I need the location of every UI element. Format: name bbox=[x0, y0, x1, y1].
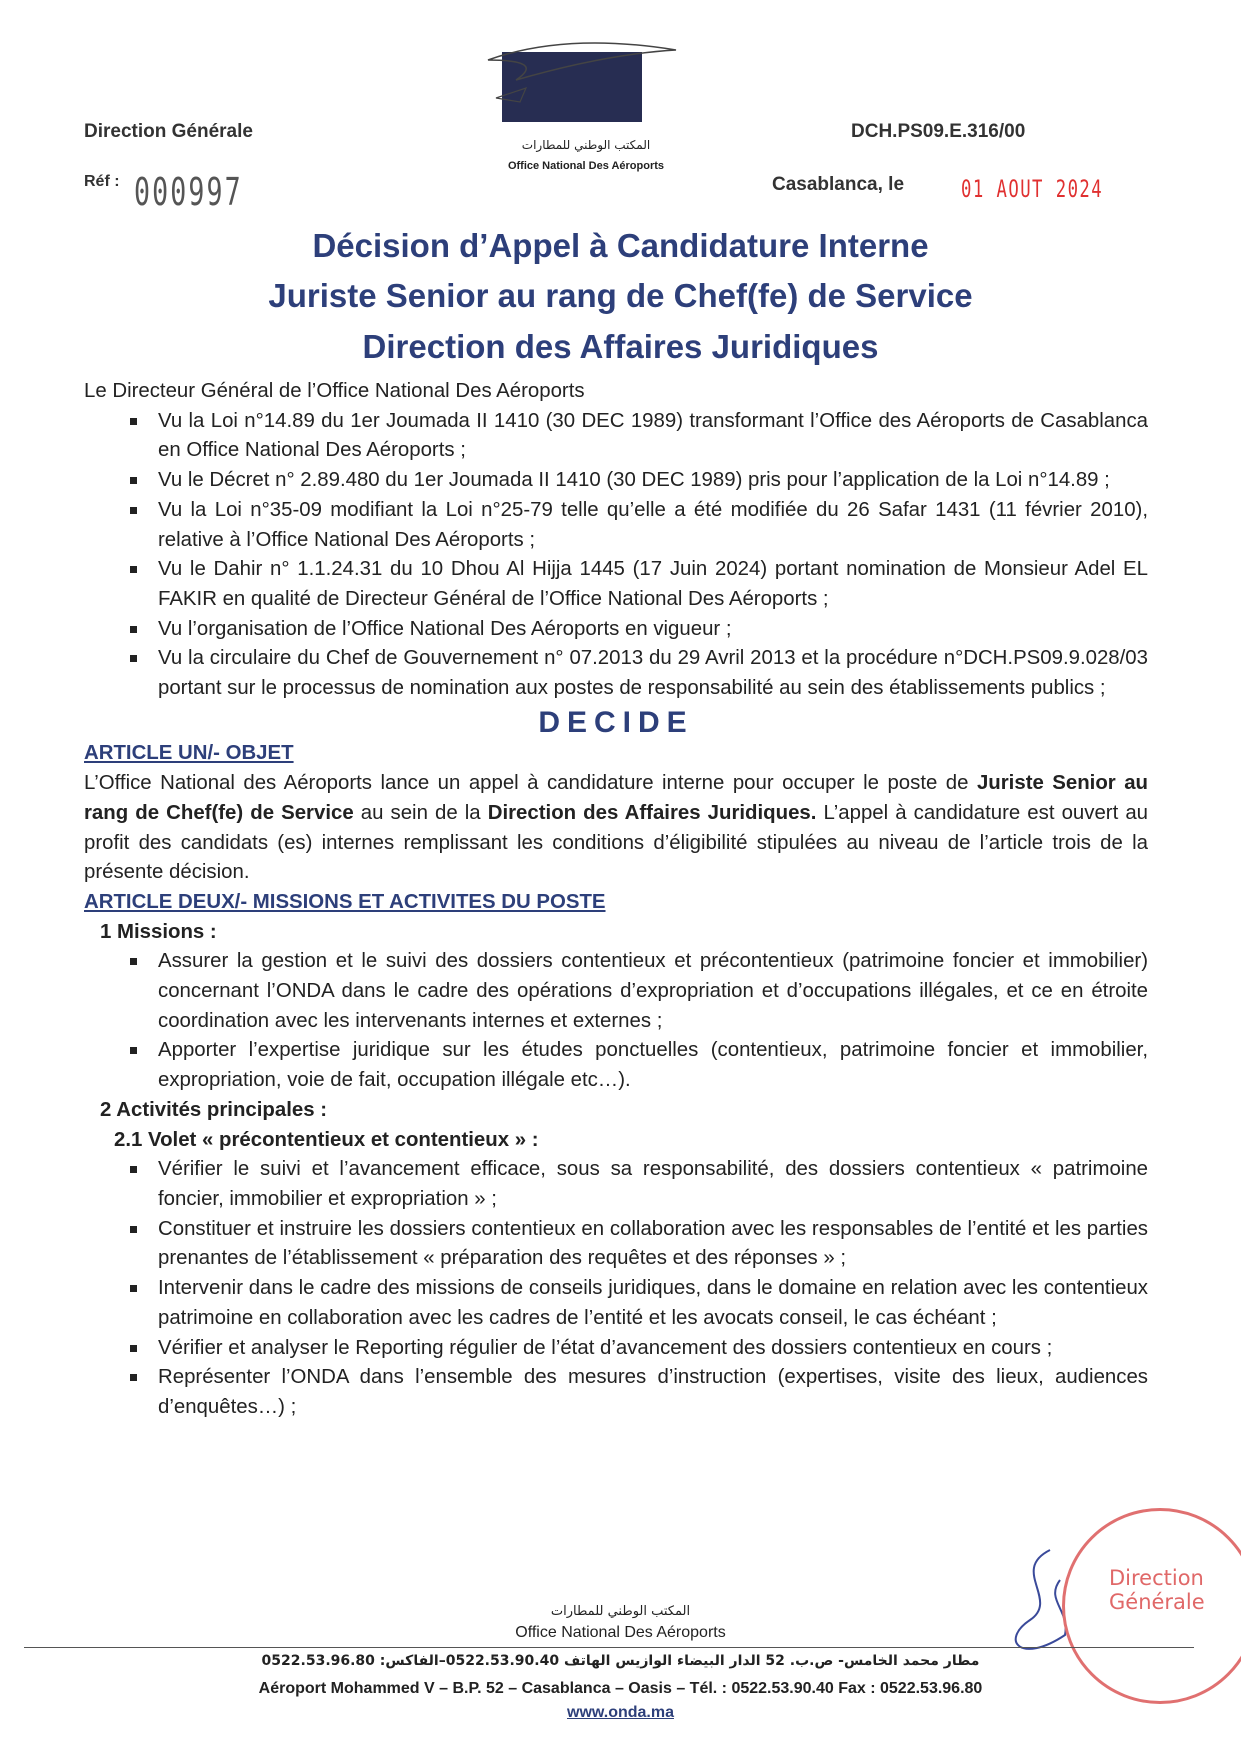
logo-arabic-text: المكتب الوطني للمطارات bbox=[521, 138, 651, 152]
document-code: DCH.PS09.E.316/00 bbox=[851, 121, 1026, 142]
article-1-heading: ARTICLE UN/- OBJET bbox=[84, 742, 294, 765]
footer-divider bbox=[24, 1647, 1194, 1648]
logo-french-text: Office National Des Aéroports bbox=[507, 160, 665, 172]
missions-title: 1 Missions : bbox=[100, 920, 217, 943]
stamp-text: Direction Générale bbox=[1109, 1566, 1205, 1614]
volet-item: Vérifier et analyser le Reporting régulier de l’état d’avancement des dossiers contentieux en cours ; bbox=[84, 1334, 1148, 1364]
vu-item: Vu la Loi n°14.89 du 1er Joumada II 1410 (30 DEC 1989) transformant l’Office des Aéroports de Casablanca en Office National Des Aéroports ; bbox=[84, 407, 1148, 466]
ref-label: Réf : bbox=[84, 173, 120, 190]
footer-website-link[interactable]: www.onda.ma bbox=[567, 1704, 674, 1721]
vu-item: Vu l’organisation de l’Office National Des Aéroports en vigueur ; bbox=[84, 615, 1148, 645]
article-1-text-part: L’Office National des Aéroports lance un appel à candidature interne pour occuper le poste de bbox=[84, 772, 977, 795]
volet-item: Intervenir dans le cadre des missions de conseils juridiques, dans le domaine en relation avec les contentieux patrimoine en collaboration avec les cadres de l’entité et les avocats conseil, le cas échéant ; bbox=[84, 1274, 1148, 1333]
vu-item: Vu le Dahir n° 1.1.24.31 du 10 Dhou Al Hijja 1445 (17 Juin 2024) portant nomination de Monsieur Adel EL FAKIR en qualité de Directeur Général de l’Office National Des Aéroports ; bbox=[84, 555, 1148, 614]
title-line-2: Juriste Senior au rang de Chef(fe) de Service bbox=[268, 277, 973, 314]
volet-item: Vérifier le suivi et l’avancement efficace, sous sa responsabilité, des dossiers contentieux « patrimoine foncier, immobilier et expropriation » ; bbox=[84, 1155, 1148, 1214]
vu-item: Vu la Loi n°35-09 modifiant la Loi n°25-79 telle qu’elle a été modifiée du 26 Safar 1431 (11 février 2010), relative à l’Office National Des Aéroports ; bbox=[84, 496, 1148, 555]
volet-item: Représenter l’ONDA dans l’ensemble des mesures d’instruction (expertises, visite des lieux, audiences d’enquêtes…) ; bbox=[84, 1363, 1148, 1422]
footer-address-french: Aéroport Mohammed V – B.P. 52 – Casablanca – Oasis – Tél. : 0522.53.90.40 Fax : 0522.53.96.80 bbox=[258, 1680, 983, 1697]
vu-list bbox=[84, 407, 1148, 704]
missions-list bbox=[84, 947, 1148, 1096]
volet-item: Constituer et instruire les dossiers contentieux en collaboration avec les responsables de l’entité et les parties prenantes de l’établissement « préparation des requêtes et des réponses » ; bbox=[84, 1215, 1148, 1274]
direction-generale-label: Direction Générale bbox=[84, 121, 253, 142]
volet-title: 2.1 Volet « précontentieux et contentieux » : bbox=[114, 1128, 539, 1151]
ref-number: 000997 bbox=[134, 170, 243, 214]
title-line-1: Décision d’Appel à Candidature Interne bbox=[312, 227, 929, 264]
activities-title: 2 Activités principales : bbox=[100, 1098, 328, 1121]
direction-bold: Direction des Affaires Juridiques. bbox=[487, 801, 817, 824]
article-1-text bbox=[84, 769, 1148, 888]
article-1-text-part: L’appel à candidature est ouvert au profit des candidats (es) internes remplissant les conditions d’éligibilité stipulées au niveau de l’article trois de la présente décision. bbox=[84, 801, 1149, 884]
decide-heading: DECIDE bbox=[538, 705, 694, 739]
vu-item: Vu le Décret n° 2.89.480 du 1er Joumada II 1410 (30 DEC 1989) pris pour l’application de la Loi n°14.89 ; bbox=[84, 466, 1148, 496]
article-2-heading: ARTICLE DEUX/- MISSIONS ET ACTIVITES DU POSTE bbox=[84, 890, 606, 913]
footer-org-french: Office National Des Aéroports bbox=[515, 1624, 726, 1641]
post-title-bold: Juriste Senior au rang de Chef(fe) de Service bbox=[84, 772, 1148, 824]
place-label: Casablanca, le bbox=[772, 174, 905, 195]
article-1-text-part: au sein de la bbox=[353, 801, 488, 824]
footer-address-arabic: مطار محمد الخامس- ص.ب. 52 الدار البيضاء الوازيس الهاتف 0522.53.90.40–الفاكس: 0522.53.96.80 bbox=[261, 1653, 980, 1669]
mission-item: Apporter l’expertise juridique sur les études ponctuelles (contentieux, patrimoine foncier et immobilier, expropriation, voie de fait, occupation illégale etc…). bbox=[84, 1036, 1148, 1095]
onda-logo bbox=[486, 40, 686, 172]
document-body bbox=[84, 377, 1148, 1423]
preamble-intro: Le Directeur Général de l’Office National Des Aéroports bbox=[84, 380, 585, 402]
footer-org-arabic: المكتب الوطني للمطارات bbox=[550, 1604, 691, 1619]
title-line-3: Direction des Affaires Juridiques bbox=[362, 328, 879, 365]
date-stamp: 01 AOUT 2024 bbox=[961, 175, 1104, 203]
volet-list bbox=[84, 1155, 1148, 1422]
airplane-swoosh-icon bbox=[486, 40, 686, 135]
mission-item: Assurer la gestion et le suivi des dossiers contentieux et précontentieux (patrimoine foncier et immobilier) concernant l’ONDA dans le cadre des opérations d’expropriation et d’occupations illégales, et ce en étroite coordination avec les intervenants internes et externes ; bbox=[84, 947, 1148, 1036]
vu-item: Vu la circulaire du Chef de Gouvernement n° 07.2013 du 29 Avril 2013 et la procédure n°DCH.PS09.9.028/03 portant sur le processus de nomination aux postes de responsabilité au sein des établissements publics ; bbox=[84, 644, 1148, 703]
